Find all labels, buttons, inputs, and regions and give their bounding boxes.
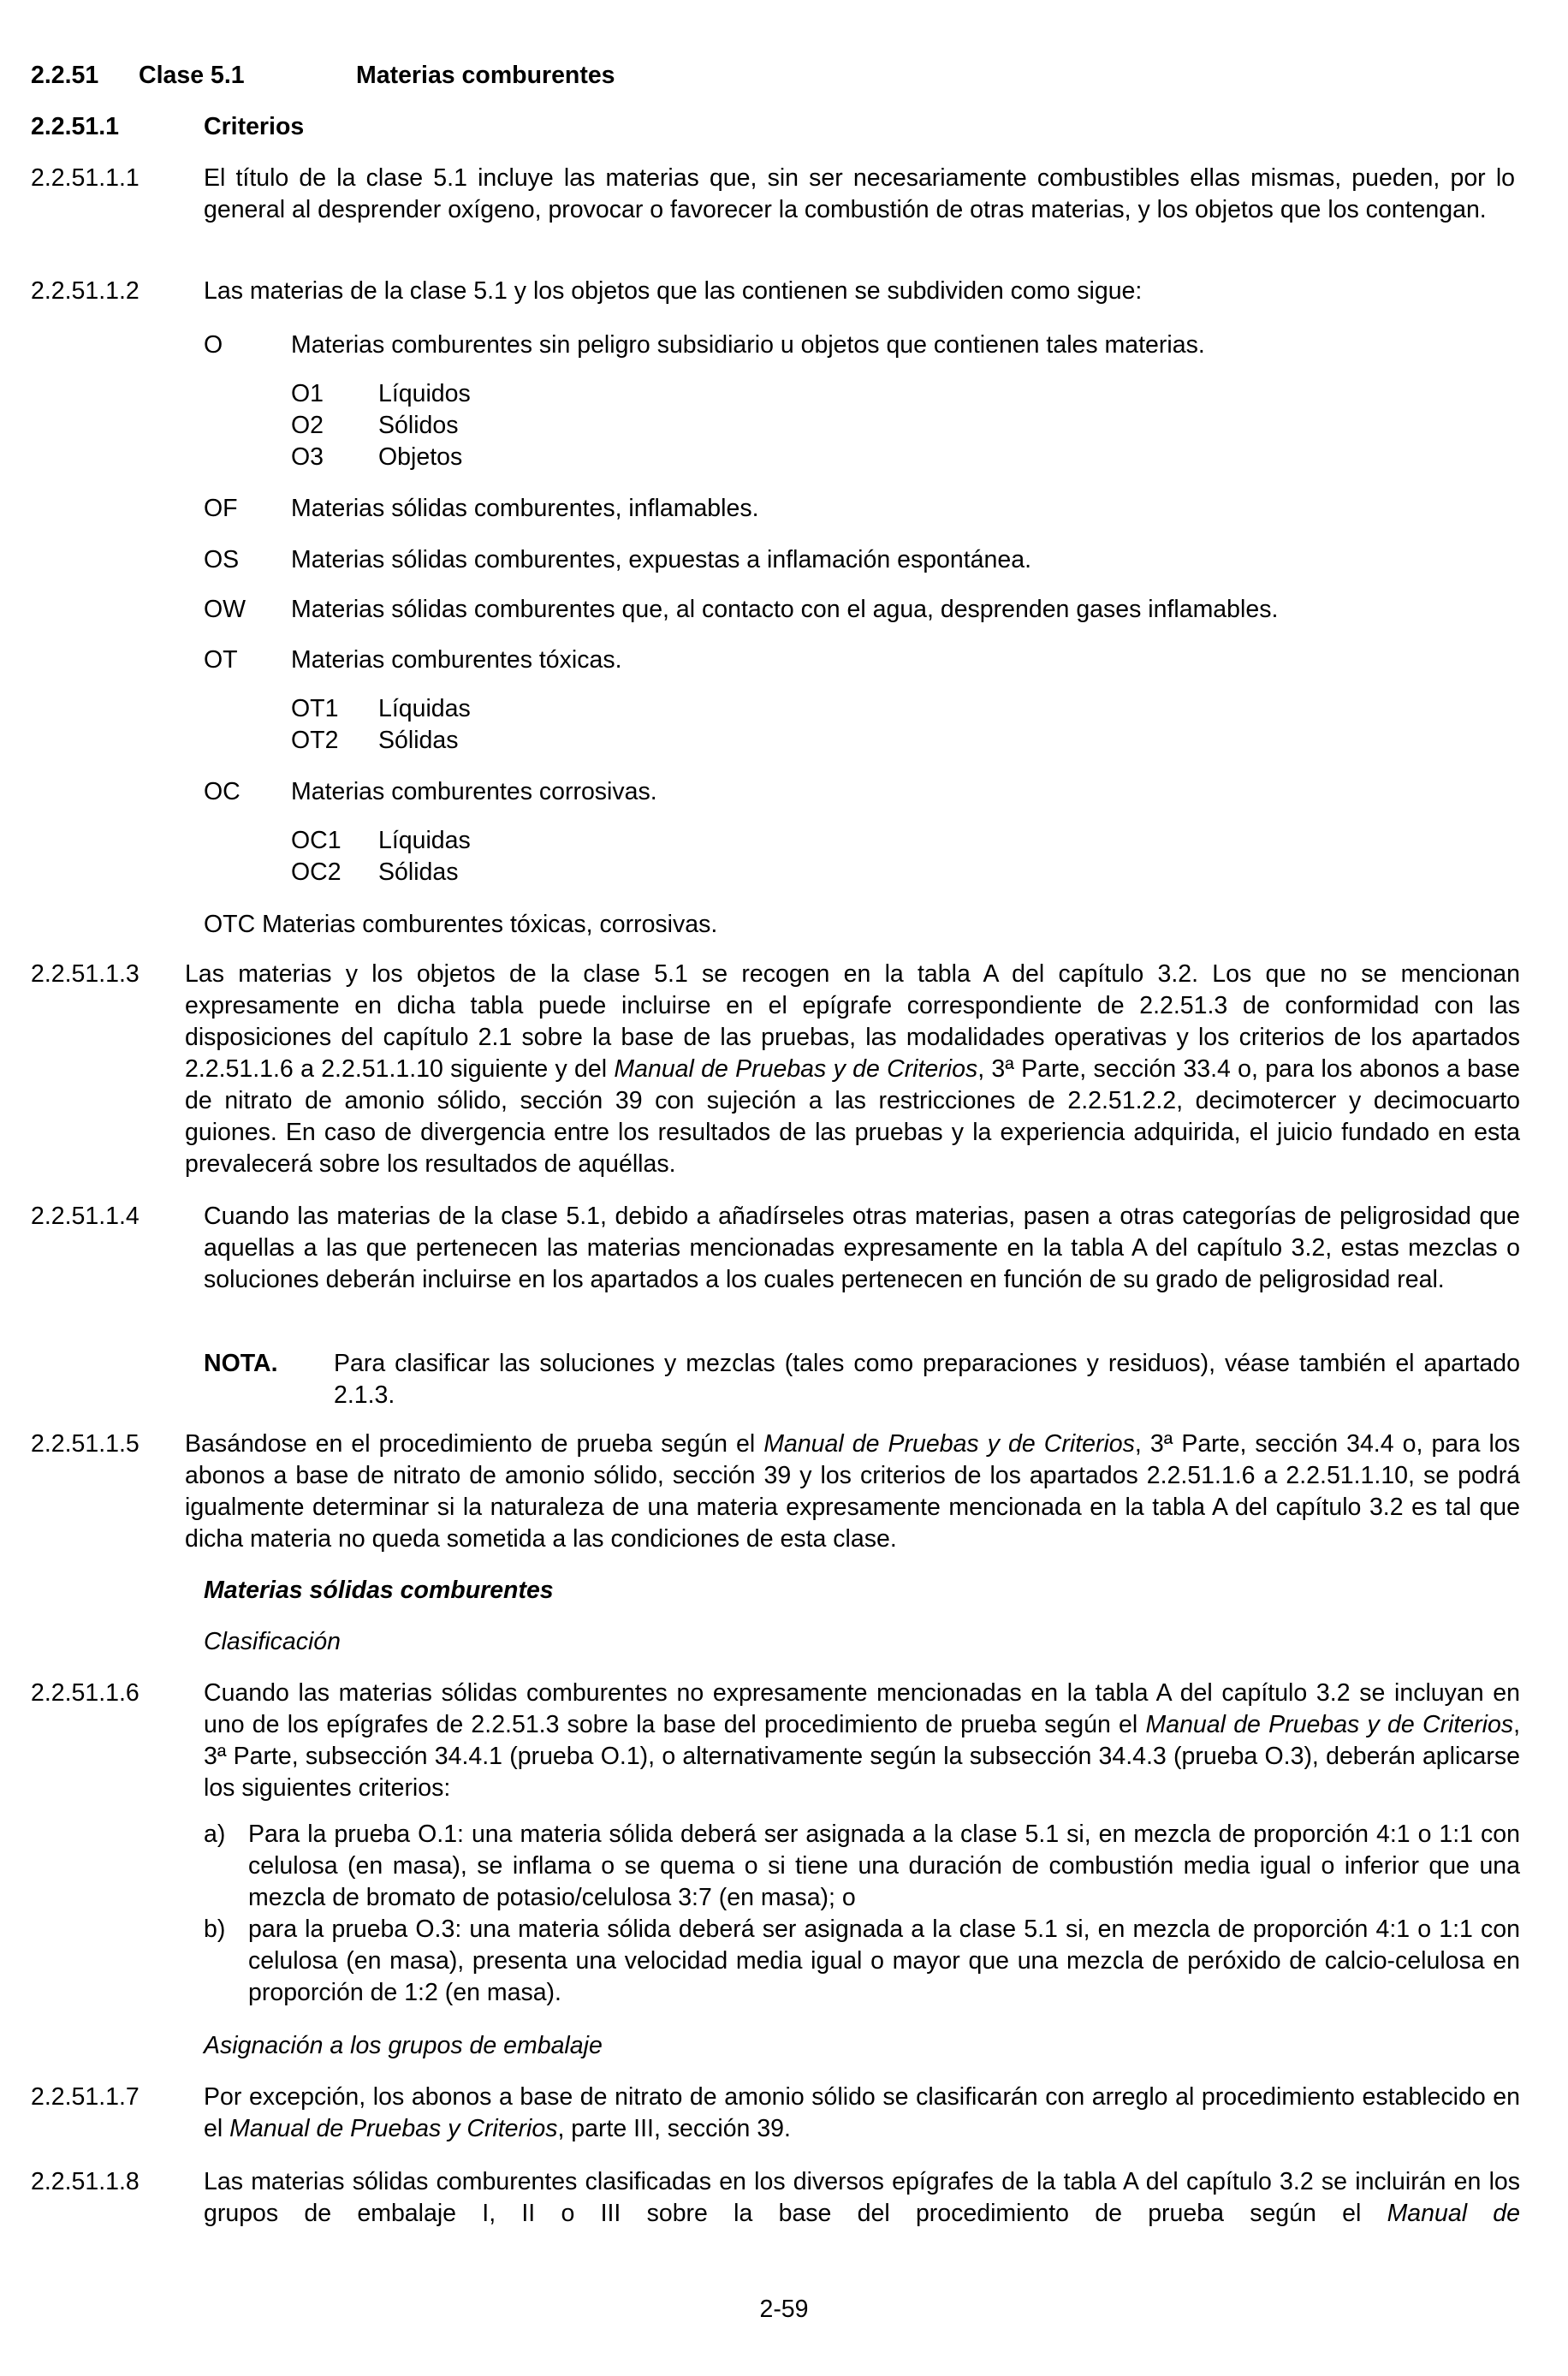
note-label: NOTA. [204,1350,278,1377]
subclass-description: Sólidos [378,412,459,439]
subclass-code: OC1 [291,827,342,854]
class-code: OT [204,646,238,674]
subclass-code: O3 [291,443,324,471]
class-label: Clase 5.1 [139,62,245,89]
paragraph-text [204,163,1515,226]
section-number: 2.2.51 [31,62,99,89]
page-number: 2-59 [759,2296,809,2323]
subclass-code: OC2 [291,858,342,886]
class-description: Materias comburentes corrosivas. [291,778,657,805]
subclass-code: O2 [291,412,324,439]
list-item-text: para la prueba O.3: una materia sólida deberá ser asignada a la clase 5.1 si, en mezcla de proporción 4:1 o 1:1 con celulosa (en masa), presenta una velocidad media igual o mayor que una mezcla de peróxido de calcio-celulosa en proporción de 1:2 (en masa). [248,1916,1520,2006]
class-description: Materias sólidas comburentes, inflamables. [291,495,759,522]
paragraph-text [204,2082,1520,2145]
subclass-description: Líquidos [378,380,471,407]
list-item [248,1914,1520,2009]
paragraph-body: Las materias sólidas comburentes clasificadas en los diversos epígrafes de la tabla A del capítulo 3.2 se incluirán en los grupos de embalaje I, II o III sobre la base del procedimiento de prueba según el [204,2168,1520,2227]
manual-title: Manual de Pruebas y de Criterios [763,1430,1135,1458]
paragraph-number: 2.2.51.1.5 [31,1430,140,1458]
list-item [248,1819,1520,1914]
paragraph-body: Las materias de la clase 5.1 y los objetos que las contienen se subdividen como sigue: [204,277,1143,305]
paragraph-body: Cuando las materias sólidas comburentes no expresamente mencionadas en la tabla A del capítulo 3.2 se incluyan en uno de los epígrafes de 2.2.51.3 sobre la base del procedimiento de prueba según el [204,1679,1520,1738]
paragraph-body: Cuando las materias de la clase 5.1, debido a añadírseles otras materias, pasen a otras categorías de peligrosidad que aquellas a las que pertenecen las materias mencionadas expresamente en la tabla A del capítulo 3.2, estas mezclas o soluciones deberán incluirse en los apartados a los cuales pertenecen en función de su grado de peligrosidad real. [204,1203,1520,1293]
paragraph-body-cont: , 3ª Parte, subsección 34.4.1 (prueba O.1), o alternativamente según la subsección 34.4.3 (prueba O.3), deberán aplicarse los siguientes criterios: [204,1711,1520,1802]
paragraph-body: El título de la clase 5.1 incluye las materias que, sin ser necesariamente combustibles ellas mismas, pueden, por lo general al desprender oxígeno, provocar o favorecer la combustión de otras materias, y los objetos que los contengan. [204,164,1515,223]
paragraph-number: 2.2.51.1.8 [31,2168,140,2195]
paragraph-number: 2.2.51.1.2 [31,277,140,305]
subclass-description: Líquidas [378,827,471,854]
paragraph-text [185,1429,1520,1555]
manual-title: Manual de [1387,2200,1520,2227]
paragraph-body: Por excepción, los abonos a base de nitrato de amonio sólido se clasificarán con arreglo al procedimiento establecido en el [204,2083,1520,2142]
subclass-description: Sólidas [378,858,459,886]
classification-heading: Clasificación [204,1628,341,1655]
class-code: OF [204,495,238,522]
subclass-code: OT1 [291,695,339,722]
subclass-description: Objetos [378,443,463,471]
list-item-label: a) [204,1821,226,1848]
list-item-text: Para la prueba O.1: una materia sólida deberá ser asignada a la clase 5.1 si, en mezcla de proporción 4:1 o 1:1 con celulosa (en masa), se inflama o se quema o si tiene una duración de combustión media igual o inferior que una mezcla de bromato de potasio/celulosa 3:7 (en masa); o [248,1821,1520,1911]
class-code: OW [204,596,246,623]
paragraph-text [204,1201,1520,1296]
paragraph-body-cont: , parte III, sección 39. [557,2115,791,2142]
manual-title: Manual de Pruebas y de Criterios [1145,1711,1514,1738]
note-text [334,1348,1520,1411]
class-code: OS [204,546,240,573]
class-description: Materias sólidas comburentes que, al contacto con el agua, desprenden gases inflamables. [291,596,1279,623]
paragraph-number: 2.2.51.1.3 [31,960,140,988]
subclass-description: Sólidas [378,727,459,754]
subclass-code: O1 [291,380,324,407]
paragraph-text [204,1678,1520,1804]
paragraph-number: 2.2.51.1.1 [31,164,140,192]
paragraph-body-cont: , 3ª Parte, sección 33.4 o, para los abonos a base de nitrato de amonio sólido, sección 39 con sujeción a las restricciones de 2.2.51.2.2, decimotercer y decimocuarto guiones. En caso de divergencia entre los resultados de las pruebas y la experiencia adquirida, el juicio fundado en esta prevalecerá sobre los resultados de aquéllas. [185,1055,1520,1178]
sub-heading: Materias sólidas comburentes [204,1577,554,1604]
subsection-title: Criterios [204,113,305,140]
class-description: Materias comburentes sin peligro subsidiario u objetos que contienen tales materias. [291,331,1205,359]
subsection-number: 2.2.51.1 [31,113,120,140]
class-otc: OTC Materias comburentes tóxicas, corrosivas. [204,911,718,938]
list-item-label: b) [204,1916,226,1943]
class-code: O [204,331,223,359]
class-description: Materias comburentes tóxicas. [291,646,622,674]
paragraph-number: 2.2.51.1.6 [31,1679,140,1707]
section-title: Materias comburentes [356,62,615,89]
paragraph-body: Basándose en el procedimiento de prueba según el [185,1430,764,1458]
manual-title: Manual de Pruebas y Criterios [229,2115,558,2142]
paragraph-number: 2.2.51.1.7 [31,2083,140,2111]
subclass-description: Líquidas [378,695,471,722]
manual-title: Manual de Pruebas y de Criterios [614,1055,978,1083]
paragraph-number: 2.2.51.1.4 [31,1203,140,1230]
class-code: OC [204,778,241,805]
subclass-code: OT2 [291,727,339,754]
paragraph-body-cont: , 3ª Parte, sección 34.4 o, para los abonos a base de nitrato de amonio sólido, sección 39 y los criterios de los apartados 2.2.51.1.6 a 2.2.51.1.10, se podrá igualmente determinar si la naturaleza de una materia expresamente mencionada en la tabla A del capítulo 3.2 es tal que dicha materia no queda sometida a las condiciones de esta clase. [185,1430,1520,1553]
class-description: Materias sólidas comburentes, expuestas a inflamación espontánea. [291,546,1031,573]
assignment-heading: Asignación a los grupos de embalaje [204,2032,603,2059]
paragraph-text [185,959,1520,1180]
note-body: Para clasificar las soluciones y mezclas (tales como preparaciones y residuos), véase también el apartado 2.1.3. [334,1350,1520,1409]
paragraph-body: Las materias y los objetos de la clase 5.1 se recogen en la tabla A del capítulo 3.2. Los que no se mencionan expresamente en dicha tabla puede incluirse en el epígrafe correspondiente de 2.2.51.3 de conformidad con las disposiciones del capítulo 2.1 sobre la base de las pruebas, las modalidades operativas y los criterios de los apartados 2.2.51.1.6 a 2.2.51.1.10 siguiente y del [185,960,1520,1083]
paragraph-text [204,2166,1520,2230]
